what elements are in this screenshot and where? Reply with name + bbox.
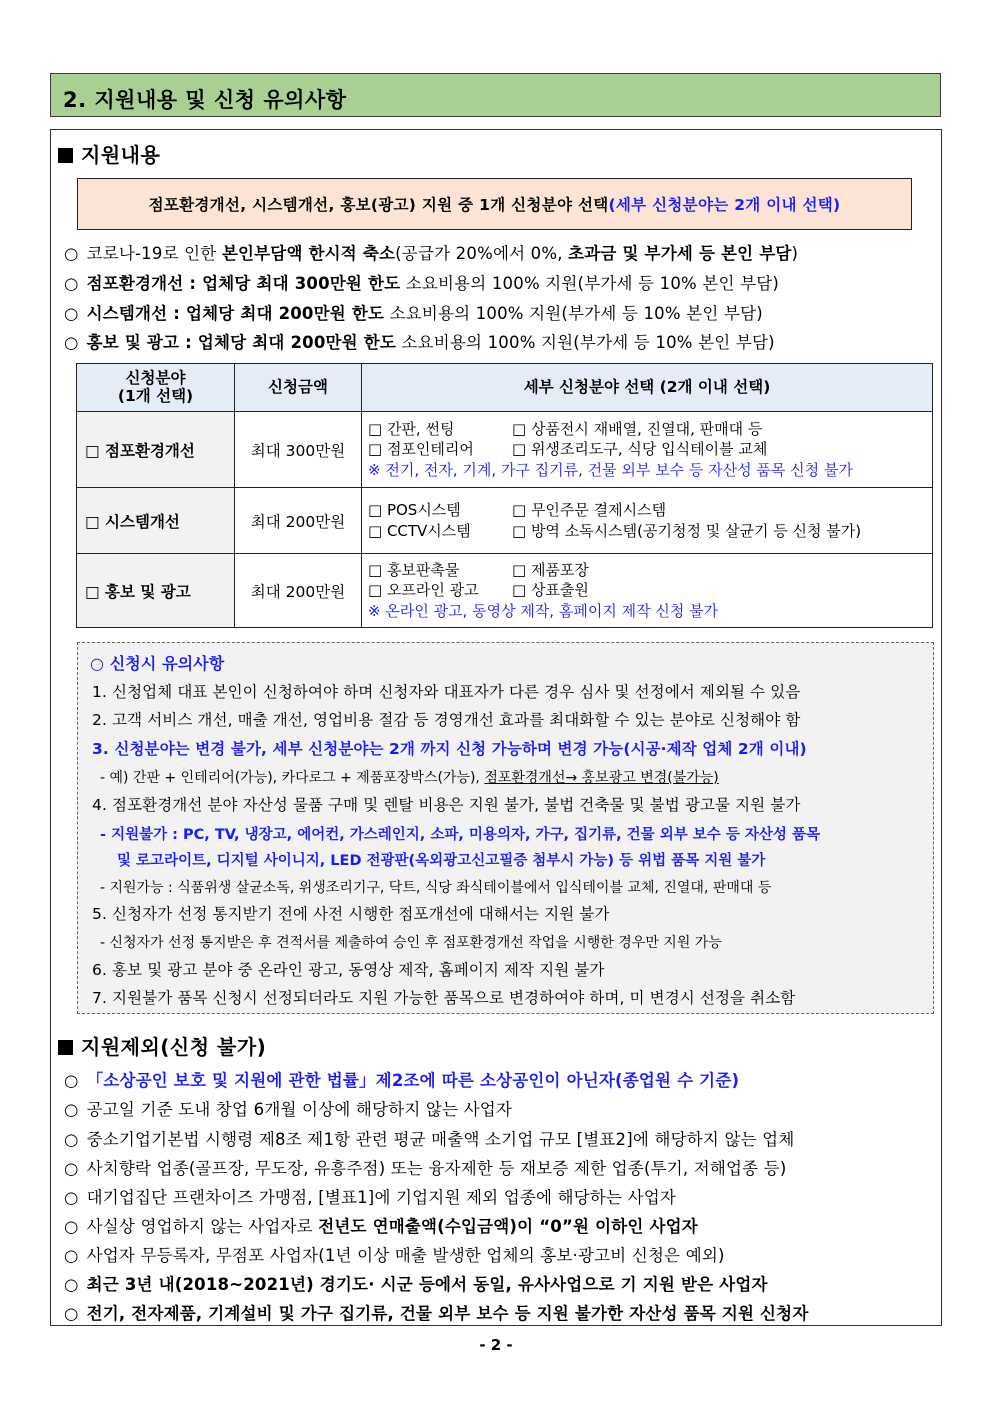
detail-option[interactable]: □ 간판, 썬팅 xyxy=(368,420,455,439)
caution-item-5: 5. 신청자가 선정 통지받기 전에 사전 시행한 점포개선에 대해서는 지원 불가 xyxy=(92,905,610,923)
selection-notice-sub: (세부 신청분야는 2개 이내 선택) xyxy=(608,196,841,214)
exclusion-line-7-text: 사업자 무등록자, 무점포 사업자(1년 이상 매출 발생한 업체의 홍보·광고비 신청은 예외) xyxy=(86,1246,725,1265)
caution-item-7: 7. 지원불가 품목 신청시 선정되더라도 지원 가능한 품목으로 변경하여야 하며, 미 변경시 선정을 취소함 xyxy=(92,989,796,1007)
support-line-4-b: 홍보 및 광고 : 업체당 최대 200만원 한도 xyxy=(86,333,397,352)
support-line-1 xyxy=(64,240,798,264)
circle-bullet-icon: ○ xyxy=(64,1071,79,1090)
exclusion-line-4-text: 사치향락 업종(골프장, 무도장, 유흥주점) 또는 융자제한 등 재보증 제한 업종(투기, 저해업종 등) xyxy=(86,1159,787,1178)
caution-sub-4-1b: 및 로고라이트, 디지털 사이니지, LED 전광판(옥외광고신고필증 첨부시 가능) 등 위법 품목 지원 불가 xyxy=(117,853,766,869)
circle-bullet-icon: ○ xyxy=(64,1130,79,1149)
header-detail: 세부 신청분야 선택 (2개 이내 선택) xyxy=(362,364,933,412)
circle-bullet-icon: ○ xyxy=(64,1217,79,1236)
circle-bullet-icon: ○ xyxy=(64,1159,79,1178)
detail-cell xyxy=(362,488,933,554)
circle-bullet-icon: ○ xyxy=(64,1246,79,1265)
caution-item-1: 1. 신청업체 대표 본인이 신청하여야 하며 신청자와 대표자가 다른 경우 심사 및 선정에서 제외될 수 있음 xyxy=(92,683,801,701)
detail-option[interactable]: □ 무인주문 결제시스템 xyxy=(512,501,667,520)
caution-sub-4-1a: - 지원불가 : PC, TV, 냉장고, 에어컨, 가스레인지, 소파, 미용의자, 가구, 집기류, 건물 외부 보수 등 자산성 품목 xyxy=(100,827,820,843)
detail-option[interactable]: □ 오프라인 광고 xyxy=(368,581,479,600)
exclusion-line-1-text: 「소상공인 보호 및 지원에 관한 법률」제2조에 따른 소상공인이 아닌자(종업원 수 기준) xyxy=(86,1071,740,1090)
category-cell[interactable]: □ 홍보 및 광고 xyxy=(77,554,235,628)
page-number: - 2 - xyxy=(479,1336,513,1354)
caution-item-3: 3. 신청분야는 변경 불가, 세부 신청분야는 2개 까지 신청 가능하며 변경 가능(시공·제작 업체 2개 이내) xyxy=(92,740,807,758)
exclusion-line-5 xyxy=(64,1184,676,1208)
application-field-table xyxy=(76,363,933,628)
detail-option[interactable]: □ 방역 소독시스템(공기청정 및 살균기 등 신청 불가) xyxy=(512,521,862,540)
caution-sub-5: - 신청자가 선정 통지받은 후 견적서를 제출하여 승인 후 점포환경개선 작업을 시행한 경우만 지원 가능 xyxy=(100,935,722,951)
header-field-line1: 신청분야 xyxy=(125,368,186,387)
circle-bullet-icon: ○ xyxy=(64,304,79,323)
header-amount: 신청금액 xyxy=(235,364,362,412)
detail-option[interactable]: □ 상표출원 xyxy=(512,581,589,600)
amount-cell: 최대 200만원 xyxy=(235,554,362,628)
exclusion-line-6-a: 사실상 영업하지 않는 사업자로 xyxy=(86,1217,319,1236)
table-row xyxy=(77,412,933,488)
detail-cell xyxy=(362,412,933,488)
circle-bullet-icon: ○ xyxy=(64,1188,79,1207)
exclusion-line-7 xyxy=(64,1242,725,1266)
section-title: 2. 지원내용 및 신청 유의사항 xyxy=(50,73,941,117)
support-heading-text: 지원내용 xyxy=(81,143,161,167)
support-line-1-d: 초과금 및 부가세 등 본인 부담 xyxy=(568,244,792,263)
detail-note: ※ 온라인 광고, 동영상 제작, 홈페이지 제작 신청 불가 xyxy=(368,601,719,620)
circle-bullet-icon: ○ xyxy=(64,1275,79,1294)
detail-option[interactable]: □ 제품포장 xyxy=(512,561,589,580)
support-line-2-b: 점포환경개선 : 업체당 최대 300만원 한도 xyxy=(86,274,401,293)
support-line-1-b: 본인부담액 한시적 축소 xyxy=(221,244,396,263)
support-line-3 xyxy=(64,300,763,324)
black-square-icon xyxy=(58,148,73,163)
exclusion-line-3 xyxy=(64,1126,794,1150)
caution-sub-3 xyxy=(100,767,719,787)
detail-option[interactable]: □ 점포인테리어 xyxy=(368,440,474,459)
detail-option[interactable]: □ POS시스템 xyxy=(368,501,461,520)
exclusion-line-2 xyxy=(64,1096,512,1120)
table-row xyxy=(77,488,933,554)
exclusion-line-9-text: 전기, 전자제품, 기계설비 및 가구 집기류, 건물 외부 보수 등 지원 불가한 자산성 품목 지원 신청자 xyxy=(86,1304,809,1323)
exclusion-line-1 xyxy=(64,1067,739,1091)
detail-option[interactable]: □ 홍보판촉물 xyxy=(368,561,460,580)
caution-item-4: 4. 점포환경개선 분야 자산성 물품 구매 및 렌탈 비용은 지원 불가, 불법 건축물 및 불법 광고물 지원 불가 xyxy=(92,796,801,814)
table-row xyxy=(77,554,933,628)
black-square-icon xyxy=(58,1040,73,1055)
detail-cell xyxy=(362,554,933,628)
category-cell[interactable]: □ 점포환경개선 xyxy=(77,412,235,488)
exclusion-line-9 xyxy=(64,1300,808,1324)
exclusion-line-8-text: 최근 3년 내(2018~2021년) 경기도· 시군 등에서 동일, 유사사업으로 기 지원 받은 사업자 xyxy=(86,1275,768,1294)
exclusion-line-3-text: 중소기업기본법 시행령 제8조 제1항 관련 평균 매출액 소기업 규모 [별표2]에 해당하지 않는 업체 xyxy=(86,1130,795,1149)
support-line-4-c: 소요비용의 100% 지원(부가세 등 10% 본인 부담) xyxy=(396,333,775,352)
circle-bullet-icon: ○ xyxy=(64,1100,79,1119)
caution-sub-3-a: - 예) 간판 + 인테리어(가능), 카다로그 + 제품포장박스(가능), xyxy=(100,770,485,786)
support-line-2 xyxy=(64,270,779,294)
detail-note: ※ 전기, 전자, 기계, 가구 집기류, 건물 외부 보수 등 자산성 품목 신청 불가 xyxy=(368,460,853,479)
detail-option[interactable]: □ 상품전시 재배열, 진열대, 판매대 등 xyxy=(512,420,763,439)
circle-bullet-icon: ○ xyxy=(64,333,79,352)
support-line-4 xyxy=(64,329,775,353)
header-field xyxy=(77,364,235,412)
caution-item-2: 2. 고객 서비스 개선, 매출 개선, 영업비용 절감 등 경영개선 효과를 최대화할 수 있는 분야로 신청해야 함 xyxy=(92,711,801,729)
support-line-3-c: 소요비용의 100% 지원(부가세 등 10% 본인 부담) xyxy=(384,304,763,323)
selection-notice-text: 점포환경개선, 시스템개선, 홍보(광고) 지원 중 1개 신청분야 선택 xyxy=(148,196,609,214)
support-line-2-c: 소요비용의 100% 지원(부가세 등 10% 본인 부담) xyxy=(400,274,779,293)
exclusion-line-6 xyxy=(64,1213,698,1237)
exclusion-heading xyxy=(58,1031,266,1060)
amount-cell: 최대 300만원 xyxy=(235,412,362,488)
support-line-1-e: ) xyxy=(791,244,799,263)
exclusion-line-4 xyxy=(64,1155,787,1179)
support-line-3-b: 시스템개선 : 업체당 최대 200만원 한도 xyxy=(86,304,385,323)
support-heading xyxy=(58,139,160,168)
detail-option[interactable]: □ 위생조리도구, 식당 입식테이블 교체 xyxy=(512,440,768,459)
circle-bullet-icon: ○ xyxy=(64,274,79,293)
circle-bullet-icon: ○ xyxy=(64,1304,79,1323)
exclusion-line-6-b: 전년도 연매출액(수입금액)이 “0”원 이하인 사업자 xyxy=(318,1217,698,1236)
selection-notice-box xyxy=(77,178,912,230)
caution-item-6: 6. 홍보 및 광고 분야 중 온라인 광고, 동영상 제작, 홈페이지 제작 지원 불가 xyxy=(92,961,605,979)
category-cell[interactable]: □ 시스템개선 xyxy=(77,488,235,554)
header-field-line2: (1개 선택) xyxy=(117,386,194,405)
exclusion-line-2-text: 공고일 기준 도내 창업 6개월 이상에 해당하지 않는 사업자 xyxy=(86,1100,513,1119)
exclusion-heading-text: 지원제외(신청 불가) xyxy=(81,1035,267,1059)
circle-bullet-icon: ○ xyxy=(64,244,79,263)
amount-cell: 최대 200만원 xyxy=(235,488,362,554)
caution-heading: ○ 신청시 유의사항 xyxy=(90,654,225,673)
support-line-1-c: (공급가 20%에서 0%, xyxy=(395,244,569,263)
detail-option[interactable]: □ CCTV시스템 xyxy=(368,521,471,540)
caution-sub-3-b: 점포환경개선→ 홍보광고 변경(불가능) xyxy=(484,770,719,786)
support-line-1-a: 코로나-19로 인한 xyxy=(86,244,222,263)
exclusion-line-8 xyxy=(64,1271,768,1295)
caution-sub-4-2: - 지원가능 : 식품위생 살균소독, 위생조리기구, 닥트, 식당 좌식테이블에서 입식테이블 교체, 진열대, 판매대 등 xyxy=(100,880,772,896)
exclusion-line-5-text: 대기업집단 프랜차이즈 가맹점, [별표1]에 기업지원 제외 업종에 해당하는 사업자 xyxy=(86,1188,677,1207)
